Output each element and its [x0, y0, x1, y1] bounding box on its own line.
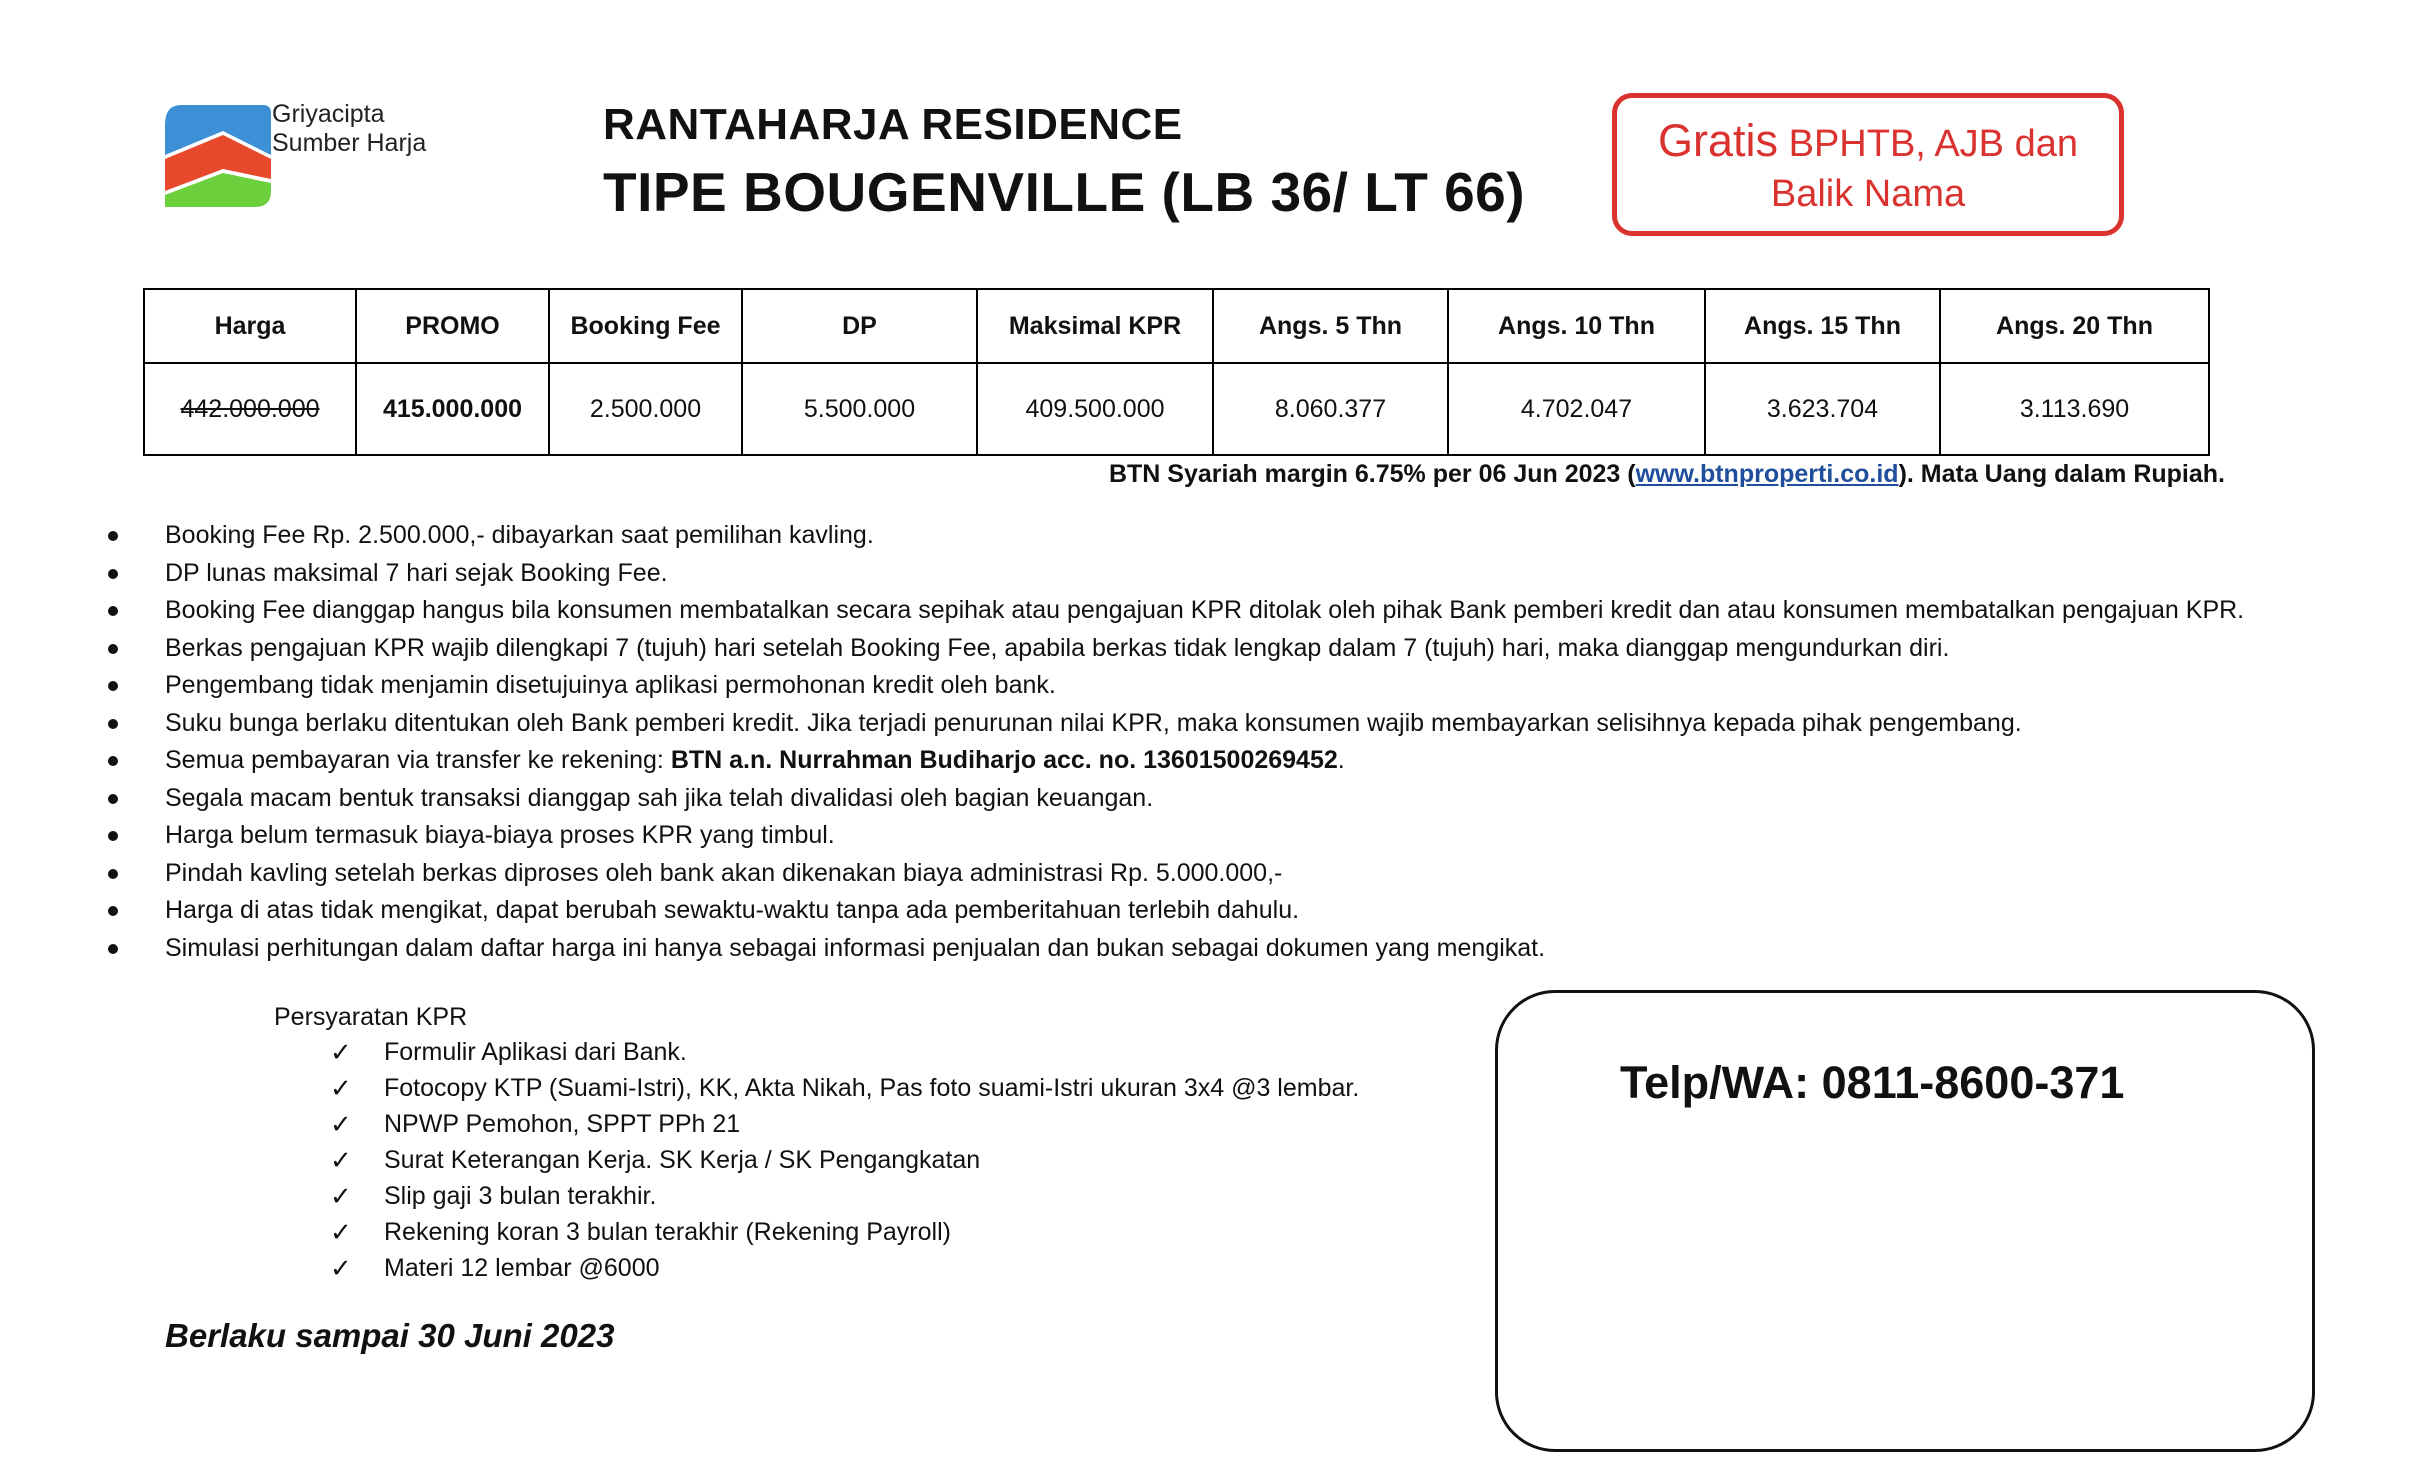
list-item: [108, 817, 2358, 855]
bullet-icon: [108, 569, 118, 579]
term-text: Booking Fee dianggap hangus bila konsumen membatalkan secara sepihak atau pengajuan KPR ditolak oleh pihak Bank pemberi kredit dan atau konsumen membatalkan pengajuan KPR.: [165, 596, 2245, 624]
list-item: [108, 780, 2358, 818]
contact-phone[interactable]: Telp/WA: 0811-8600-371: [1620, 1057, 2125, 1108]
bullet-icon: [108, 831, 118, 841]
bullet-icon: [108, 606, 118, 616]
promo-line-1-rest: BPHTB, AJB dan: [1778, 123, 2078, 165]
term-text: Berkas pengajuan KPR wajib dilengkapi 7 (tujuh) hari setelah Booking Fee, apabila berkas tidak lengkap dalam 7 (tujuh) hari, maka dianggap mengundurkan diri.: [165, 633, 1950, 662]
col-header-maksimal-kpr: Maksimal KPR: [977, 289, 1213, 363]
bullet-icon: [108, 944, 118, 954]
list-item: [108, 855, 2358, 893]
term-text: Suku bunga berlaku ditentukan oleh Bank pemberi kredit. Jika terjadi penurunan nilai KPR, maka konsumen wajib membayarkan selisihnya kepada pihak pengembang.: [165, 708, 2022, 737]
price-table: [143, 288, 2210, 456]
list-item: [330, 1070, 1359, 1106]
list-item: [330, 1034, 1359, 1070]
cell-harga: 442.000.000: [144, 363, 356, 455]
list-item: [108, 892, 2358, 930]
kpr-item-text: Rekening koran 3 bulan terakhir (Rekening Payroll): [384, 1218, 951, 1246]
term-text: Pengembang tidak menjamin disetujuinya aplikasi permohonan kredit oleh bank.: [165, 671, 1056, 699]
company-name-line1: Griyacipta: [272, 100, 385, 128]
bullet-icon: [108, 906, 118, 916]
cell-maksimal-kpr: 409.500.000: [977, 363, 1213, 455]
bullet-icon: [108, 644, 118, 654]
bullet-icon: [108, 719, 118, 729]
list-item: [108, 630, 2358, 668]
col-header-promo: PROMO: [356, 289, 549, 363]
cell-angs-15: 3.623.704: [1705, 363, 1940, 455]
kpr-requirements-title: Persyaratan KPR: [274, 1003, 468, 1031]
payment-term-suffix: .: [1337, 746, 1345, 774]
term-text: DP lunas maksimal 7 hari sejak Booking Fee.: [165, 558, 668, 587]
bank-margin-note: [1109, 460, 2225, 489]
kpr-item-text: NPWP Pemohon, SPPT PPh 21: [384, 1110, 741, 1138]
list-item: [108, 705, 2358, 743]
cell-booking-fee: 2.500.000: [549, 363, 742, 455]
col-header-angs-10: Angs. 10 Thn: [1448, 289, 1705, 363]
list-item: [330, 1250, 1359, 1286]
list-item: [330, 1178, 1359, 1214]
list-item: [108, 667, 2358, 705]
term-text: Harga belum termasuk biaya-biaya proses KPR yang timbul.: [165, 821, 835, 849]
kpr-item-text: Formulir Aplikasi dari Bank.: [384, 1038, 687, 1066]
checkmark-icon: ✓: [330, 1145, 352, 1175]
validity-note: Berlaku sampai 30 Juni 2023: [165, 1317, 615, 1354]
col-header-angs-5: Angs. 5 Thn: [1213, 289, 1448, 363]
kpr-item-text: Materi 12 lembar @6000: [384, 1254, 660, 1282]
col-header-angs-20: Angs. 20 Thn: [1940, 289, 2209, 363]
term-text: Harga di atas tidak mengikat, dapat berubah sewaktu-waktu tanpa ada pemberitahuan terlebih dahulu.: [165, 896, 1300, 924]
list-item: [330, 1214, 1359, 1250]
col-header-dp: DP: [742, 289, 977, 363]
promo-line-2: Balik Nama: [1770, 173, 1966, 215]
term-text: Simulasi perhitungan dalam daftar harga ini hanya sebagai informasi penjualan dan bukan sebagai dokumen yang mengikat.: [165, 933, 1546, 962]
project-title: RANTAHARJA RESIDENCE: [603, 100, 1183, 149]
promo-gratis: Gratis: [1658, 115, 1779, 166]
cell-angs-10: 4.702.047: [1448, 363, 1705, 455]
kpr-item-text: Surat Keterangan Kerja. SK Kerja / SK Pengangkatan: [384, 1146, 981, 1174]
list-item: [108, 742, 2358, 780]
list-item: [108, 930, 2358, 968]
checkmark-icon: ✓: [330, 1253, 352, 1283]
company-logo-icon: [163, 103, 273, 209]
bank-note-after: ). Mata Uang dalam Rupiah.: [1898, 460, 2225, 488]
kpr-item-text: Slip gaji 3 bulan terakhir.: [384, 1182, 657, 1210]
table-header-row: [144, 289, 2209, 363]
company-name: [272, 100, 426, 158]
col-header-booking-fee: Booking Fee: [549, 289, 742, 363]
cell-promo: 415.000.000: [356, 363, 549, 455]
list-item: [108, 555, 2358, 593]
term-text: Segala macam bentuk transaksi dianggap sah jika telah divalidasi oleh bagian keuangan.: [165, 783, 1154, 812]
bullet-icon: [108, 756, 118, 766]
checkmark-icon: ✓: [330, 1181, 352, 1211]
promo-box: [1612, 93, 2124, 236]
cell-angs-20: 3.113.690: [1940, 363, 2209, 455]
col-header-angs-15: Angs. 15 Thn: [1705, 289, 1940, 363]
bank-account: BTN a.n. Nurrahman Budiharjo acc. no. 13601500269452: [670, 746, 1338, 774]
bullet-icon: [108, 869, 118, 879]
checkmark-icon: ✓: [330, 1109, 352, 1139]
list-item: [330, 1106, 1359, 1142]
list-item: [108, 517, 2358, 555]
payment-term-prefix: Semua pembayaran via transfer ke rekening:: [165, 746, 671, 774]
checkmark-icon: ✓: [330, 1217, 352, 1247]
table-row: [144, 363, 2209, 455]
bank-note-before: BTN Syariah margin 6.75% per 06 Jun 2023 (: [1108, 460, 1636, 488]
unit-type-title: TIPE BOUGENVILLE (LB 36/ LT 66): [603, 161, 1526, 223]
kpr-item-text: Fotocopy KTP (Suami-Istri), KK, Akta Nikah, Pas foto suami-Istri ukuran 3x4 @3 lembar.: [384, 1074, 1360, 1102]
bullet-icon: [108, 531, 118, 541]
term-text: Pindah kavling setelah berkas diproses oleh bank akan dikenakan biaya administrasi Rp. 5.000.000,-: [165, 858, 1283, 887]
cell-dp: 5.500.000: [742, 363, 977, 455]
checkmark-icon: ✓: [330, 1073, 352, 1103]
checkmark-icon: ✓: [330, 1037, 352, 1067]
company-name-line2: Sumber Harja: [272, 129, 427, 157]
btnproperti-link[interactable]: www.btnproperti.co.id: [1635, 460, 1899, 488]
list-item: [330, 1142, 1359, 1178]
bullet-icon: [108, 794, 118, 804]
list-item: [108, 592, 2358, 630]
cell-angs-5: 8.060.377: [1213, 363, 1448, 455]
term-text: Booking Fee Rp. 2.500.000,- dibayarkan saat pemilihan kavling.: [165, 521, 874, 549]
col-header-harga: Harga: [144, 289, 356, 363]
kpr-requirements-list: [330, 1034, 1359, 1286]
promo-line-1: [1617, 115, 2119, 167]
bullet-icon: [108, 681, 118, 691]
terms-list: [108, 517, 2358, 967]
